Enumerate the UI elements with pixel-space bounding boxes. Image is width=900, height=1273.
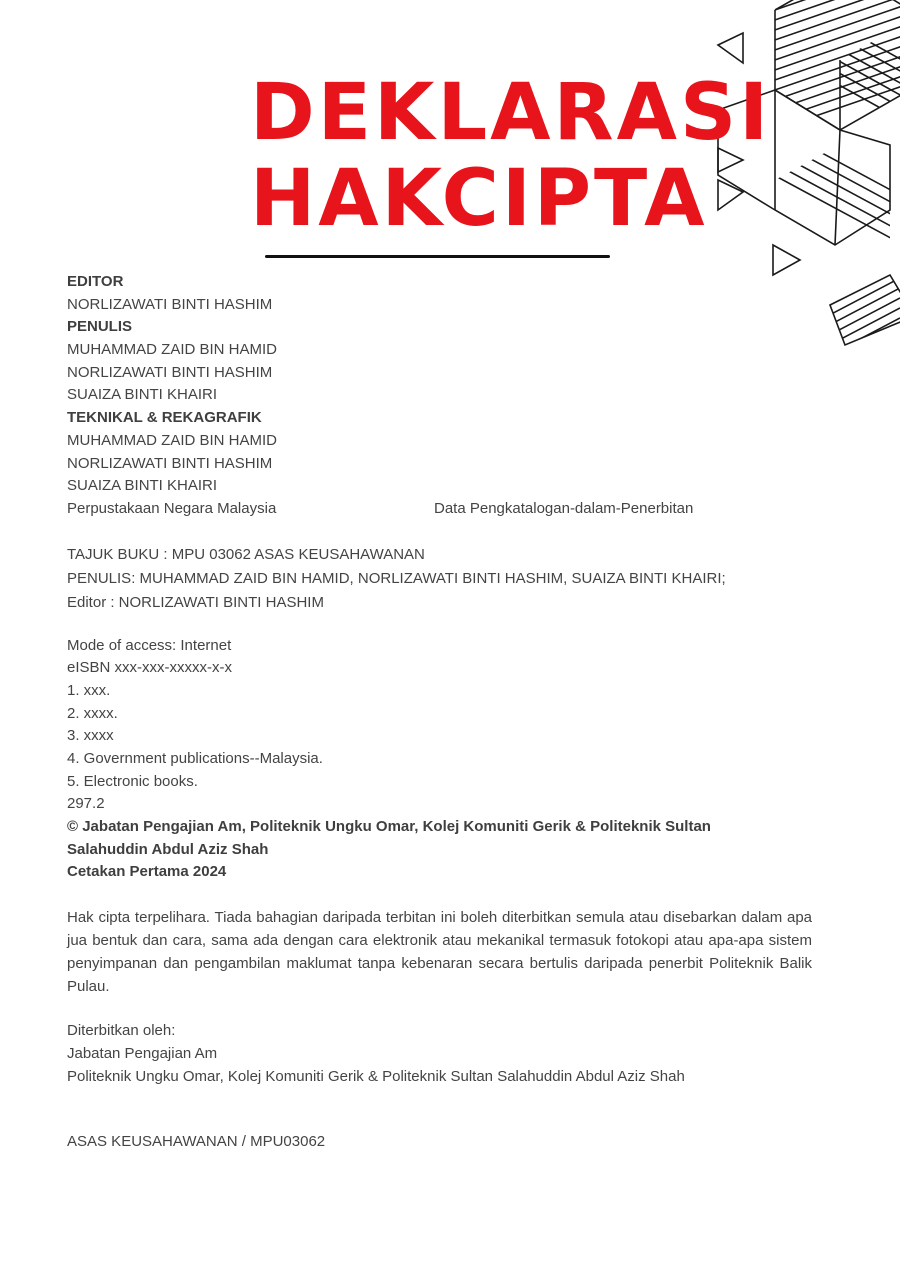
book-authors: PENULIS: MUHAMMAD ZAID BIN HAMID, NORLIZAWATI BINTI HASHIM, SUAIZA BINTI KHAIRI; bbox=[67, 569, 726, 587]
catalog-header bbox=[67, 498, 812, 521]
detail-line: Mode of access: Internet bbox=[67, 636, 232, 654]
rights-notice: Hak cipta terpelihara. Tiada bahagian daripada terbitan ini boleh diterbitkan semula atau disebarkan dalam apa jua bentuk dan cara, sama ada dengan cara elektronik atau mekanikal termasuk fotokopi atau apa-apa sistem penyimpanan dan pengambilan maklumat tanpa kebenaran secara bertulis daripada penerbit Politeknik Balik Pulau. bbox=[67, 909, 812, 996]
cip-label: Data Pengkatalogan-dalam-Penerbitan bbox=[434, 499, 694, 517]
writers-heading: PENULIS bbox=[67, 318, 133, 336]
publisher-label: Diterbitkan oleh: bbox=[67, 1022, 176, 1040]
tech-name: NORLIZAWATI BINTI HASHIM bbox=[67, 454, 273, 472]
tech-name: MUHAMMAD ZAID BIN HAMID bbox=[67, 431, 277, 449]
detail-line: eISBN xxx-xxx-xxxxx-x-x bbox=[67, 659, 232, 677]
detail-line: 1. xxx. bbox=[67, 681, 111, 699]
writer-name: MUHAMMAD ZAID BIN HAMID bbox=[67, 341, 277, 359]
tech-name: SUAIZA BINTI KHAIRI bbox=[67, 477, 218, 495]
national-library: Perpustakaan Negara Malaysia bbox=[67, 499, 277, 517]
declaration-content bbox=[67, 271, 812, 1088]
footer-text: ASAS KEUSAHAWANAN / MPU03062 bbox=[67, 1133, 326, 1150]
detail-line: 4. Government publications--Malaysia. bbox=[67, 750, 323, 767]
editor-heading: EDITOR bbox=[67, 273, 124, 290]
publisher-institutions: Politeknik Ungku Omar, Kolej Komuniti Gerik & Politeknik Sultan Salahuddin Abdul Aziz Shah bbox=[67, 1067, 685, 1085]
page-title bbox=[250, 68, 772, 244]
detail-line: 2. xxxx. bbox=[67, 704, 118, 722]
detail-line: 3. xxxx bbox=[67, 727, 114, 745]
tech-heading: TEKNIKAL & REKAGRAFIK bbox=[67, 409, 262, 427]
title-line-2: HAKCIPTA bbox=[250, 154, 708, 244]
title-line-1: DEKLARASI bbox=[250, 68, 772, 158]
editor-name: NORLIZAWATI BINTI HASHIM bbox=[67, 295, 273, 313]
writer-name: SUAIZA BINTI KHAIRI bbox=[67, 386, 218, 404]
title-underline bbox=[265, 255, 610, 258]
writer-name: NORLIZAWATI BINTI HASHIM bbox=[67, 363, 273, 381]
book-editor: Editor : NORLIZAWATI BINTI HASHIM bbox=[67, 593, 324, 611]
copyright-holder: © Jabatan Pengajian Am, Politeknik Ungku Omar, Kolej Komuniti Gerik & Politeknik Sultan Salahuddin Abdul Aziz Shah bbox=[67, 818, 711, 858]
detail-line: 5. Electronic books. bbox=[67, 772, 198, 790]
publisher-dept: Jabatan Pengajian Am bbox=[67, 1044, 218, 1062]
detail-line: 297.2 bbox=[67, 795, 105, 813]
book-title: TAJUK BUKU : MPU 03062 ASAS KEUSAHAWANAN bbox=[67, 545, 425, 563]
edition: Cetakan Pertama 2024 bbox=[67, 863, 227, 881]
